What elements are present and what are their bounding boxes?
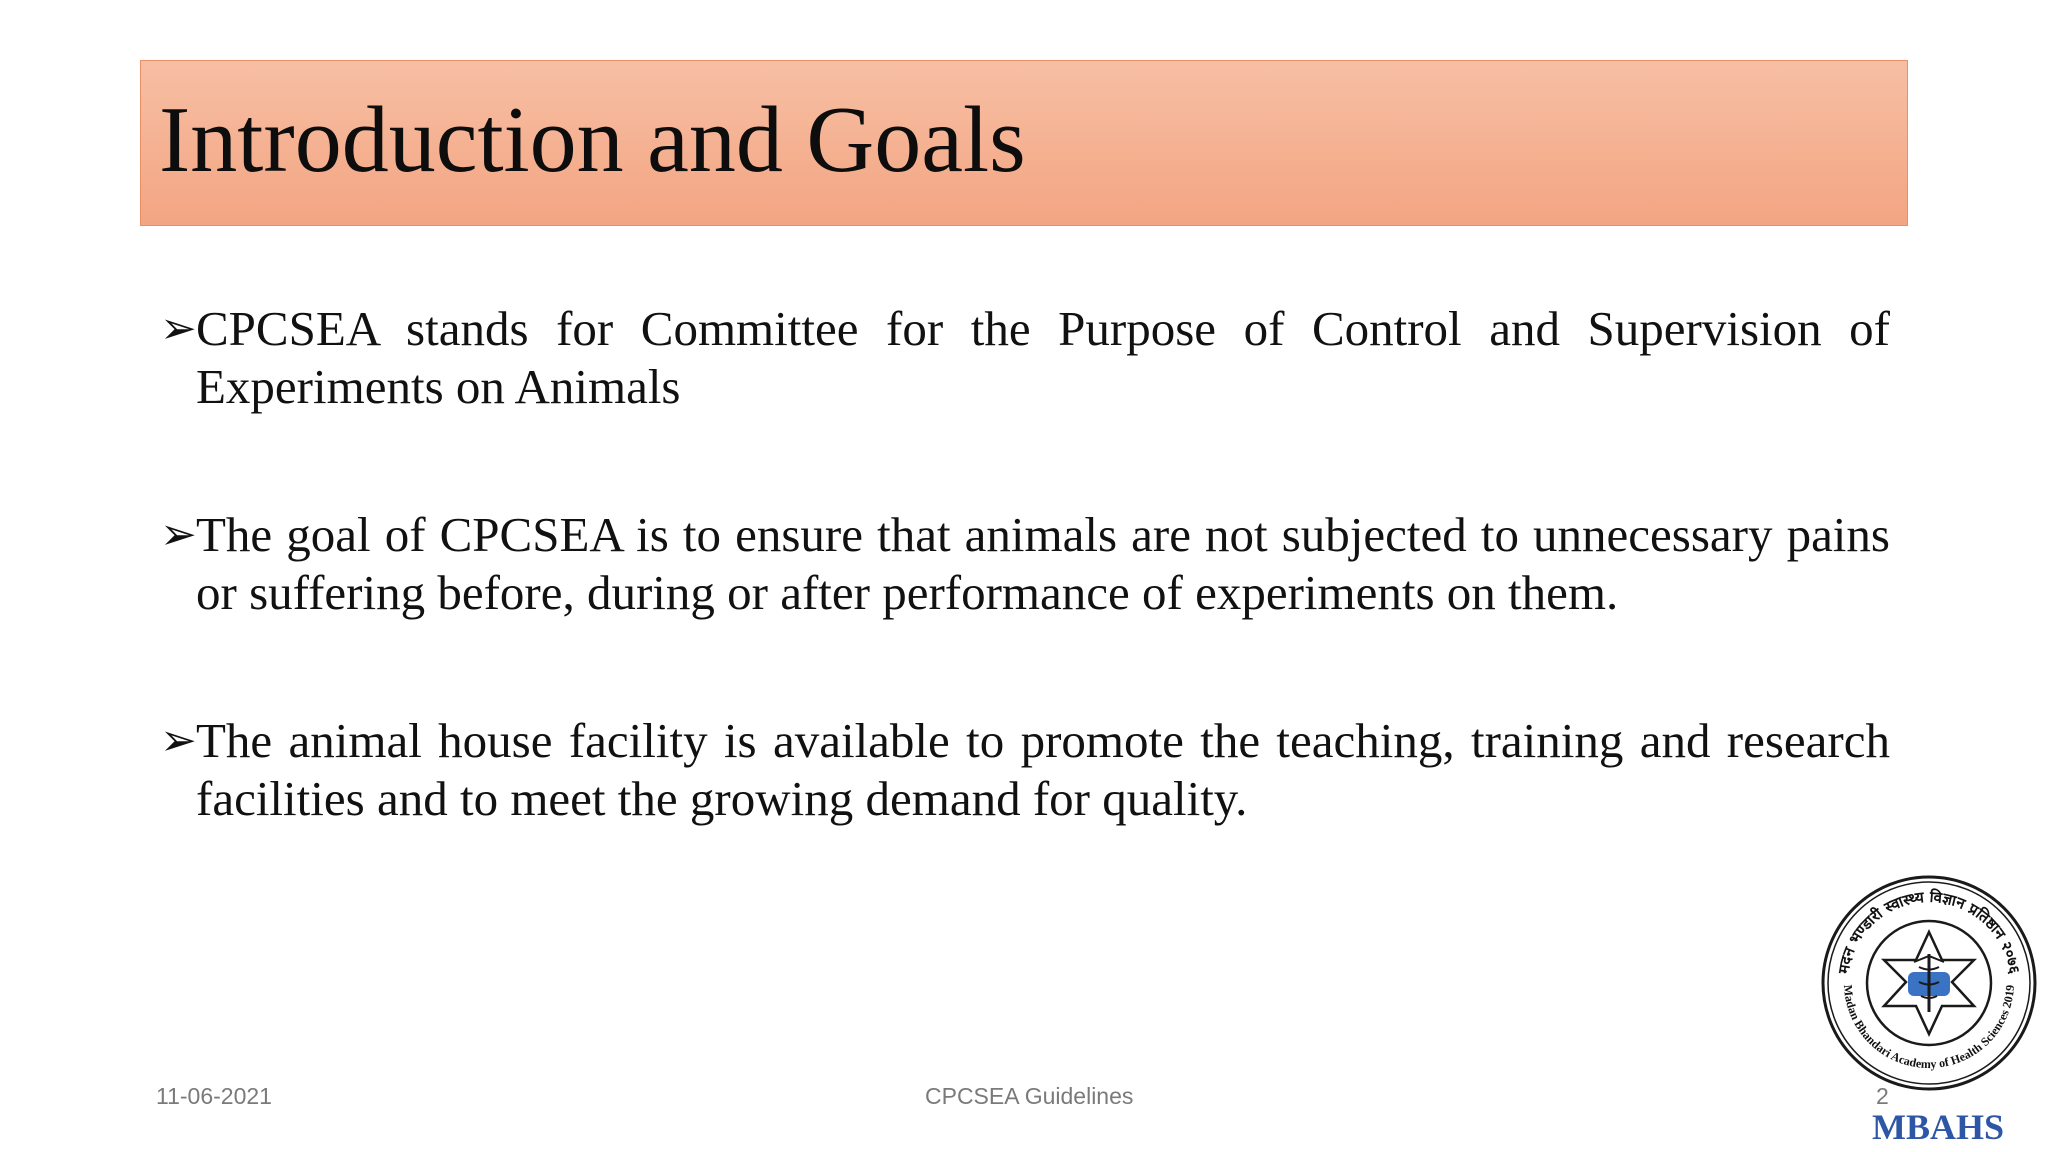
arrowhead-bullet-icon: ➢ [160, 716, 197, 765]
seal-bottom-text: Madan Bhandari Academy of Health Sciences 2019 [1840, 984, 2018, 1072]
bullet-text: CPCSEA stands for Committee for the Purpose of Control and Supervision of Experiments on Animals [196, 301, 1890, 414]
bullet-item [160, 506, 1890, 622]
arrowhead-bullet-icon: ➢ [160, 510, 197, 559]
bullet-text: The animal house facility is available to promote the teaching, training and research facilities and to meet the growing demand for quality. [196, 713, 1890, 826]
footer-title: CPCSEA Guidelines [925, 1083, 1134, 1109]
bullet-text: The goal of CPCSEA is to ensure that animals are not subjected to unnecessary pains or suffering before, during or after performance of experiments on them. [196, 507, 1890, 620]
logo-label: MBAHS [1872, 1107, 2005, 1147]
title-band [140, 60, 1908, 226]
footer-date: 11-06-2021 [156, 1083, 272, 1109]
slide-title: Introduction and Goals [159, 88, 1026, 192]
mbahs-seal-logo [1818, 872, 2040, 1094]
arrowhead-bullet-icon: ➢ [160, 304, 197, 353]
bullet-item [160, 300, 1890, 416]
slide-number: 2 [1876, 1083, 1889, 1109]
bullet-list [160, 300, 1890, 828]
bullet-item [160, 712, 1890, 828]
seal-top-text: मदन भण्डारी स्वास्थ्य विज्ञान प्रतिष्ठान २०७६ [1834, 887, 2024, 975]
